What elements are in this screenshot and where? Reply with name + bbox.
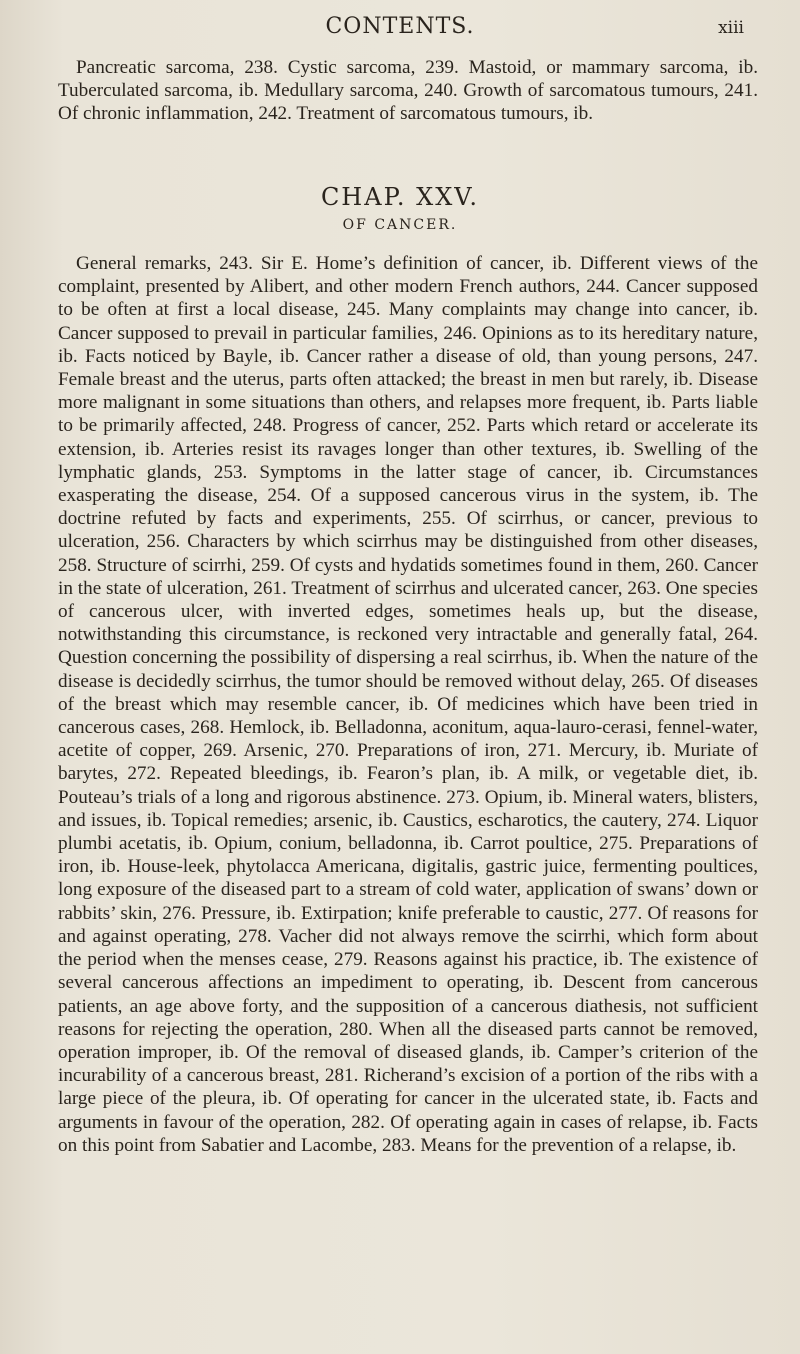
chapter-subtitle: OF CANCER. xyxy=(342,217,458,233)
contents-paragraph-continued: Pancreatic sarcoma, 238. Cystic sarcoma, 239. Mastoid, or mammary sarcoma, ib. Tuberculated sarcoma, ib. Medullary sarcoma, 240. Growth of sarcomatous tumours, 241. Of chronic inflammation, 242. Treatment of sarcomatous tumours, ib. xyxy=(58,57,758,125)
chapter-heading: CHAP. XXV. xyxy=(320,183,480,211)
page-number: xiii xyxy=(718,18,744,38)
running-title: CONTENTS. xyxy=(325,14,475,39)
running-head xyxy=(0,14,800,44)
contents-paragraph-cancer: General remarks, 243. Sir E. Home’s definition of cancer, ib. Different views of the complaint, presented by Alibert, and other modern French authors, 244. Cancer supposed to be often at first a local disease, 245. Many complaints may change into cancer, ib. Cancer supposed to prevail in particular families, 246. Opinions as to its hereditary nature, ib. Facts noticed by Bayle, ib. Cancer rather a disease of old, than young persons, 247. Female breast and the uterus, parts often attacked; the breast in men but rarely, ib. Disease more malignant in some situations than others, and relapses more frequent, ib. Parts liable to be primarily affected, 248. Progress of cancer, 252. Parts which retard or accelerate its extension, ib. Arteries resist its ravages longer than other textures, ib. Swelling of the lymphatic glands, 253. Symptoms in the latter stage of cancer, ib. Circumstances exasperating the disease, 254. Of a supposed cancerous virus in the system, ib. The doctrine refuted by facts and experiments, 255. Of scirrhus, or cancer, previous to ulceration, 256. Characters by which scirrhus may be distinguished from other diseases, 258. Structure of scirrhi, 259. Of cysts and hydatids sometimes found in them, 260. Cancer in the state of ulceration, 261. Treatment of scirrhus and ulcerated cancer, 263. One species of cancerous ulcer, with inverted edges, sometimes heals up, but the disease, notwithstanding this circumstance, is reckoned very intractable and generally fatal, 264. Question concerning the possibility of dispersing a real scirrhus, ib. When the nature of the disease is decidedly scirrhus, the tumor should be removed without delay, 265. Of diseases of the breast which may resemble cancer, ib. Of medicines which have been tried in cancerous cases, 268. Hemlock, ib. Belladonna, aconitum, aqua-lauro-cerasi, fennel-water, acetite of copper, 269. Arsenic, 270. Preparations of iron, 271. Mercury, ib. Muriate of barytes, 272. Repeated bleedings, ib. Fearon’s plan, ib. A milk, or vegetable diet, ib. Pouteau’s trials of a long and rigorous abstinence. 273. Opium, ib. Mineral waters, blisters, and issues, ib. Topical remedies; arsenic, ib. Caustics, escharotics, the cautery, 274. Liquor plumbi acetatis, ib. Opium, conium, belladonna, ib. Carrot poultice, 275. Preparations of iron, ib. House-leek, phytolacca Americana, digitalis, gastric juice, fermenting poultices, long exposure of the diseased part to a stream of cold water, application of swans’ down or rabbits’ skin, 276. Pressure, ib. Extirpation; knife preferable to caustic, 277. Of reasons for and against operating, 278. Vacher did not always remove the scirrhi, which form about the period when the menses cease, 279. Reasons against his practice, ib. The existence of several cancerous affections an impediment to operating, ib. Descent from cancerous patients, an age above forty, and the supposition of a cancerous diathesis, not sufficient reasons for rejecting the operation, 280. When all the diseased parts cannot be removed, operation improper, ib. Of the removal of diseased glands, ib. Camper’s criterion of the incurability of a cancerous breast, 281. Richerand’s excision of a portion of the ribs with a large piece of the pleura, ib. Of operating for cancer in the ulcerated state, ib. Facts and arguments in favour of the operation, 282. Of operating again in cases of relapse, ib. Facts on this point from Sabatier and Lacombe, 283. Means for the prevention of a relapse, ib. xyxy=(58,253,758,1156)
